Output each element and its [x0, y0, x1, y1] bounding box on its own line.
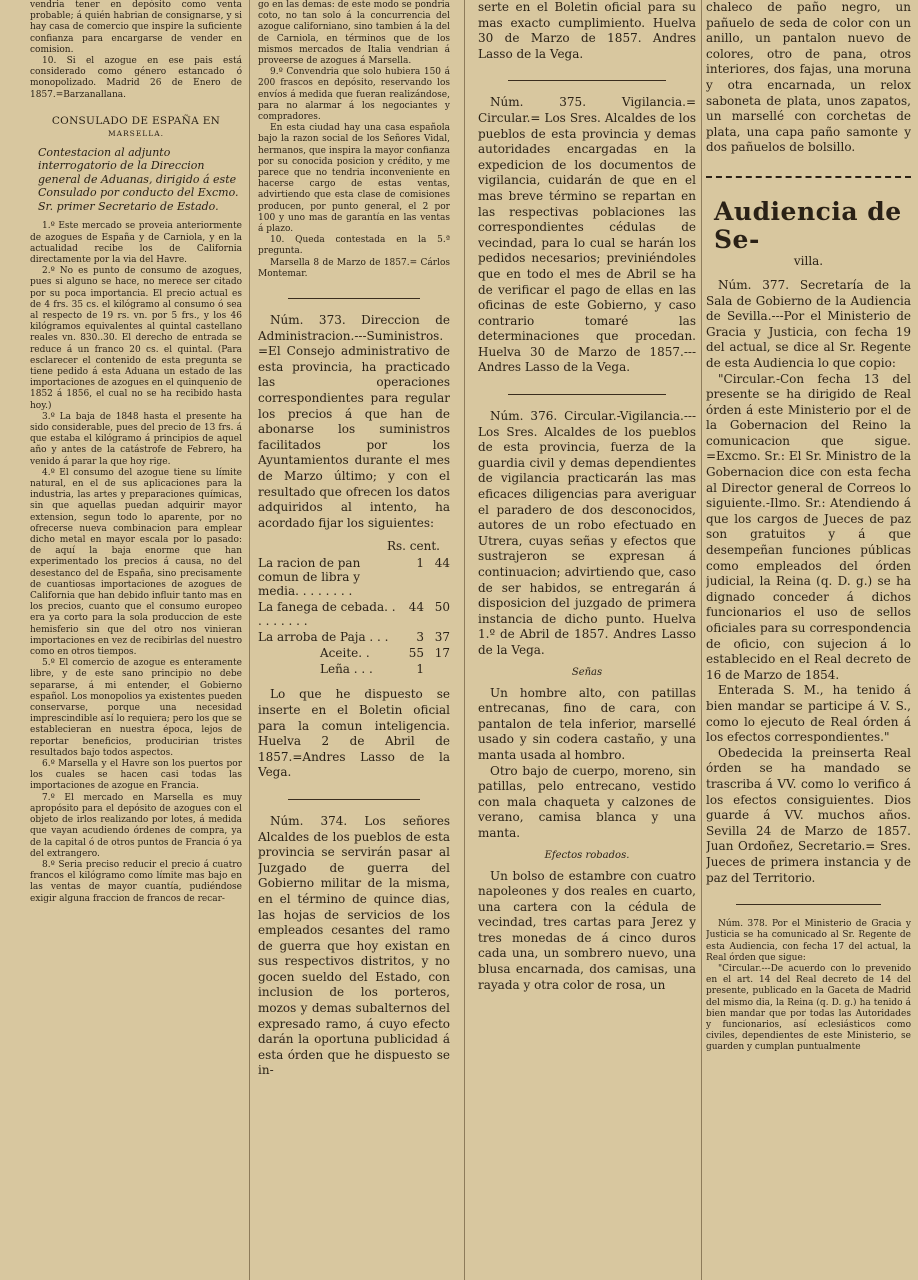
paragraph-obedecida: Obedecida la preinserta Real órden se ha mandado se trascriba á VV. como lo verifico á los efectos consiguientes. Dios guarde á VV. muchos años. Sevilla 24 de Marzo de 1857. Juan Ordoñez, Secretario.= Sres. Jueces de primera instancia y de paz del Territorio. — [706, 745, 911, 885]
row-reales: 1 — [416, 662, 424, 677]
row-centimos — [424, 661, 450, 677]
paragraph-8: 8.º Seria preciso reducir el precio á cuatro francos el kilógramo como límite mas bajo en las ventas de mayor cuantía, pudiéndose exigir alguna fraccion de francos de recar- — [30, 859, 242, 904]
paragraph-senas-1: Un hombre alto, con patillas entrecanas, fino de cara, con pantalon de tela inferior, marsellé usado y sin codera castaño, y una manta usada al hombro. — [478, 685, 696, 762]
paragraph-close-373: Lo que he dispuesto se inserte en el Boletin oficial para la comun inteligencia. Huelva 2 de Abril de 1857.=Andres Lasso de la Vega. — [258, 687, 450, 780]
paragraph-7: 7.º El mercado en Marsella es muy apropósito para el depósito de azogues con el objeto de irlos realizando por lotes, á medida que vayan acudiendo órdenes de compra, ya de la capital ó de otros puntos de Francia ó ya del extrangero. — [30, 792, 242, 859]
paragraph-4: 4.º El consumo del azogue tiene su límite natural, en el de sus aplicaciones para la industria, las artes y preparaciones químicas, sin que aquellas puedan adquirir mayor extension, segun todo lo aparente, por no ofrecerse nueva combinacion para emplear dicho metal en mayor escala por lo pasado: de aquí la baja enorme que han experimentado los precios á causa, no del desestanco del de España, sino precisamente de cuantiosas importaciones de azogues de California que han debido influir tanto mas en los precios, cuanto que el consumo europeo era ya corto para la sola produccion de este hemisferio sin que del otro nos vinieran importaciones en vez de recibirlas del nuestro como en otros tiempos. — [30, 467, 242, 658]
table-row — [258, 629, 450, 645]
separator — [288, 799, 420, 800]
signature-marsella: Marsella 8 de Marzo de 1857.= Cárlos Montemar. — [258, 257, 450, 279]
separator — [706, 176, 911, 184]
row-label: La fanega de cebada. . . . . . . . . — [258, 600, 396, 629]
row-reales: 3 — [416, 630, 424, 645]
consulado-heading: CONSULADO DE ESPAÑA EN — [51, 114, 221, 127]
paragraph-senas-2: Otro bajo de cuerpo, moreno, sin patillas, pelo entrecano, vestido con mala chaqueta y calzones de verano, camisa blanca y una manta. — [478, 763, 696, 840]
paragraph-3: 3.º La baja de 1848 hasta el presente ha sido considerable, pues del precio de 13 frs. á que estaba el kilógramo á principios de aquel año y antes de la catástrofe de Febrero, ha venido á parar la que hoy rige. — [30, 411, 242, 467]
paragraph-circular: "Circular.-Con fecha 13 del presente se ha dirigido de Real órden á este Ministerio por el de la Gobernacion del Reino la comunicacion que sigue. =Excmo. Sr.: El Sr. Ministro de la Gobernacion dice con esta fecha al Director general de Correos lo siguiente.-Ilmo. Sr.: Atendiendo á que los cargos de Jueces de paz son gratuitos y á que desempeñan funciones públicas como empleados del órden judicial, la Reina (q. D. g.) se ha dignado conceder á dichos funcionarios el uso de sellos oficiales para su correspondencia de oficio, con sujecion á lo establecido en el Real decreto de 16 de Marzo de 1854. — [706, 371, 911, 682]
separator — [508, 80, 666, 81]
table-row — [258, 645, 450, 661]
consulado-subheading: MARSELLA. — [107, 128, 165, 138]
separator — [288, 298, 420, 299]
row-reales: 44 — [408, 600, 424, 615]
paragraph-378-circular: "Circular.---De acuerdo con lo prevenido en el art. 14 del Real decreto de 14 del presente, publicado en la Gaceta de Madrid del mismo dia, la Reina (q. D. g.) ha tenido á bien mandar que por todas las Autoridades y funcionarios, así eclesiásticos como civiles, dependientes de este Ministerio, se guarden y cumplan puntualmente — [706, 963, 911, 1053]
paragraph-2: 2.º No es punto de consumo de azogues, pues si alguno se hace, no merece ser citado por su poca importancia. El precio actual es de 4 frs. 35 cs. el kilógramo al consumo ó sea al respecto de 19 rs. vn. por 5 frs., y los 46 kilógramos equivalentes al quintal castellano reales vn. 830..30. El derecho de entrada se reduce á un franco 20 cs. el quintal. (Para esclarecer el contenido de esta pregunta se tiene pedido á esta Aduana un estado de las importaciones de azogues en el quinquenio de 1852 á 1856, el cual no se ha recibido hasta hoy.) — [30, 266, 242, 411]
paragraph-intro: vendria tener en depósito como venta probable; á quién habrian de consignarse, y si hay casa de comercio que inspire la suficiente confianza para encargarse de vender en comision. — [30, 0, 242, 55]
row-centimos: 17 — [434, 646, 450, 661]
paragraph-10: 10. Si el azogue en ese pais está considerado como género estancado ó monopolizado. Madrid 26 de Enero de 1857.=Barzanallana. — [30, 56, 242, 100]
audiencia-title-cont: villa. — [793, 253, 824, 268]
row-label: La racion de pan comun de libra y media. . . . . . . . — [258, 556, 361, 599]
paragraph-10b: 10. Queda contestada en la 5.ª pregunta. — [258, 235, 450, 257]
paragraph-6: 6.º Marsella y el Havre son los puertos por los cuales se hacen casi todas las importaciones de azogue en Francia. — [30, 759, 242, 792]
notice-373: Núm. 373. Direccion de Administracion.---Suministros. =El Consejo administrativo de esta provincia, ha practicado las operaciones correspondientes para regular los precios á que han de abonarse los suministros facilitados por los Ayuntamientos durante el mes de Marzo último; y con el resultado que ofrecen los datos adquiridos al intento, ha acordado fijar los siguientes: — [258, 313, 450, 530]
notice-378: Núm. 378. Por el Ministerio de Gracia y Justicia se ha comunicado al Sr. Regente de esta Audiencia, con fecha 17 del actual, la Real órden que sigue: — [706, 919, 911, 963]
paragraph-5: 5.º El comercio de azogue es enteramente libre, y de este sano principio no debe separarse, á mi entender, el Gobierno español. Los monopolios ya existentes pueden conservarse, porque una necesidad imprescindible así lo requiera; pero los que se establecieran en nuestra época, lejos de reportar beneficios, producirian tristes resultados bajo todos aspectos. — [30, 658, 242, 758]
notice-377: Núm. 377. Secretaría de la Sala de Gobierno de la Audiencia de Sevilla.---Por el Ministerio de Gracia y Justicia, con fecha 19 del actual, se dice al Sr. Regente de esta Audiencia lo que copio: — [706, 277, 911, 370]
paragraph-continuation: chaleco de paño negro, un pañuelo de seda de color con un anillo, un pantalon nuevo de colores, otro de pana, otros interiores, dos fajas, una moruna y otra encarnada, un relox saboneta de plata, unos zapatos, un marsellé con corchetas de plata, una capa paño samonte y dos pañuelos de bolsillo. — [706, 0, 911, 155]
paragraph-enterada: Enterada S. M., ha tenido á bien mandar se participe á V. S., como lo ejecuto de Real órden á los efectos correspondientes." — [706, 683, 911, 745]
efectos-heading: Efectos robados. — [544, 849, 630, 861]
column-3 — [478, 0, 696, 1280]
contestacion-title: Contestacion al adjunto interrogatorio de la Direccion general de Aduanas, dirigido á este Consulado por conducto del Excmo. Sr. primer Secretario de Estado. — [38, 145, 239, 213]
column-rule — [701, 0, 702, 1280]
paragraph-continuation: go en las demas: de este modo se pondria coto, no tan solo á la concurrencia del azogue californiano, sino tambien á la del de Carniola, en términos que de los mismos mercados de Italia vendrian á proveerse de azogues á Marsella. — [258, 0, 450, 67]
separator — [508, 394, 666, 395]
senas-heading: Señas — [571, 666, 603, 678]
notice-374: Núm. 374. Los señores Alcaldes de los pueblos de esta provincia se servirán pasar al Juzgado de guerra del Gobierno militar de la misma, en el término de quince dias, las hojas de servicios de los empleados cesantes del ramo de guerra que hoy existan en sus respectivos distritos, y no gocen sueldo del Estado, con inclusion de los porteros, mozos y demas subalternos del expresado ramo, á cuyo efecto darán la oportuna publicidad á esta órden que he dispuesto se in- — [258, 813, 450, 1078]
row-centimos: 37 — [434, 630, 450, 645]
paragraph-1: 1.º Este mercado se proveia anteriormente de azogues de España y de Carniola, y en la actualidad recibe los de California directamente por la via del Havre. — [30, 221, 242, 265]
table-row — [258, 599, 450, 629]
column-4 — [706, 0, 911, 1280]
row-centimos: 44 — [434, 556, 450, 571]
paragraph-9: 9.º Convendria que solo hubiera 150 á 200 frascos en depósito, reservando los envíos á medida que fueran realizándose, para no alarmar á los negociantes y compradores. — [258, 67, 450, 123]
notice-376: Núm. 376. Circular.-Vigilancia.---Los Sres. Alcaldes de los pueblos de esta provincia, fuerza de la guardia civil y demas dependientes de vigilancia practicarán las mas eficaces diligencias para averiguar el paradero de dos desconocidos, autores de un robo efectuado en Utrera, cuyas señas y efectos que sustrajeron se expresan á continuacion; advirtiendo que, caso de ser habidos, se entregarán á disposicion del juzgado de primera instancia de dicho punto. Huelva 1.º de Abril de 1857. Andres Lasso de la Vega. — [478, 409, 696, 657]
table-row — [258, 661, 450, 677]
table-row — [258, 555, 450, 599]
row-label: Leña . . . — [320, 662, 373, 677]
price-table — [258, 555, 450, 677]
notice-375: Núm. 375. Vigilancia.= Circular.= Los Sres. Alcaldes de los pueblos de esta provincia y demas autoridades encargadas en la expedicion de los documentos de vigilancia, cuidarán de que en el mas breve término se repartan en las respectivas poblaciones las correspondientes cédulas de vecindad, para lo cual se harán los pedidos necesarios; previniéndoles que en todo el mes de Abril se ha de verificar el pago de ellas en las oficinas de este Gobierno, y caso contrario tomaré las determinaciones que procedan. Huelva 30 de Marzo de 1857.---Andres Lasso de la Vega. — [478, 95, 696, 375]
column-2 — [258, 0, 450, 1280]
row-label: Aceite. . — [320, 646, 370, 661]
column-1 — [30, 0, 242, 1280]
row-reales: 1 — [416, 556, 424, 571]
rs-cent-header: Rs. cent. — [386, 539, 440, 554]
separator — [736, 904, 881, 905]
paragraph-casa: En esta ciudad hay una casa española bajo la razon social de los Señores Vidal, hermanos, que inspira la mayor confianza por su conocida posicion y crédito, y me parece que no tendria inconveniente en hacerse cargo de estas ventas, advirtiendo que esta clase de comisiones producen, por punto general, el 2 por 100 y uno mas de garantía en las ventas á plazo. — [258, 123, 450, 235]
paragraph-efectos: Un bolso de estambre con cuatro napoleones y dos reales en cuarto, una cartera con la cédula de vecindad, tres cartas para Jerez y tres monedas de á cinco duros cada una, un sombrero nuevo, una blusa encarnada, dos camisas, una rayada y otra color de rosa, un — [478, 868, 696, 992]
row-reales: 55 — [408, 646, 424, 661]
column-rule — [464, 0, 465, 1280]
row-label: La arroba de Paja . . . — [258, 630, 389, 645]
audiencia-title: Audiencia de Se- — [714, 196, 902, 254]
row-centimos: 50 — [434, 600, 450, 615]
column-rule — [249, 0, 250, 1280]
paragraph-continuation: serte en el Boletin oficial para su mas exacto cumplimiento. Huelva 30 de Marzo de 1857. Andres Lasso de la Vega. — [478, 0, 696, 61]
